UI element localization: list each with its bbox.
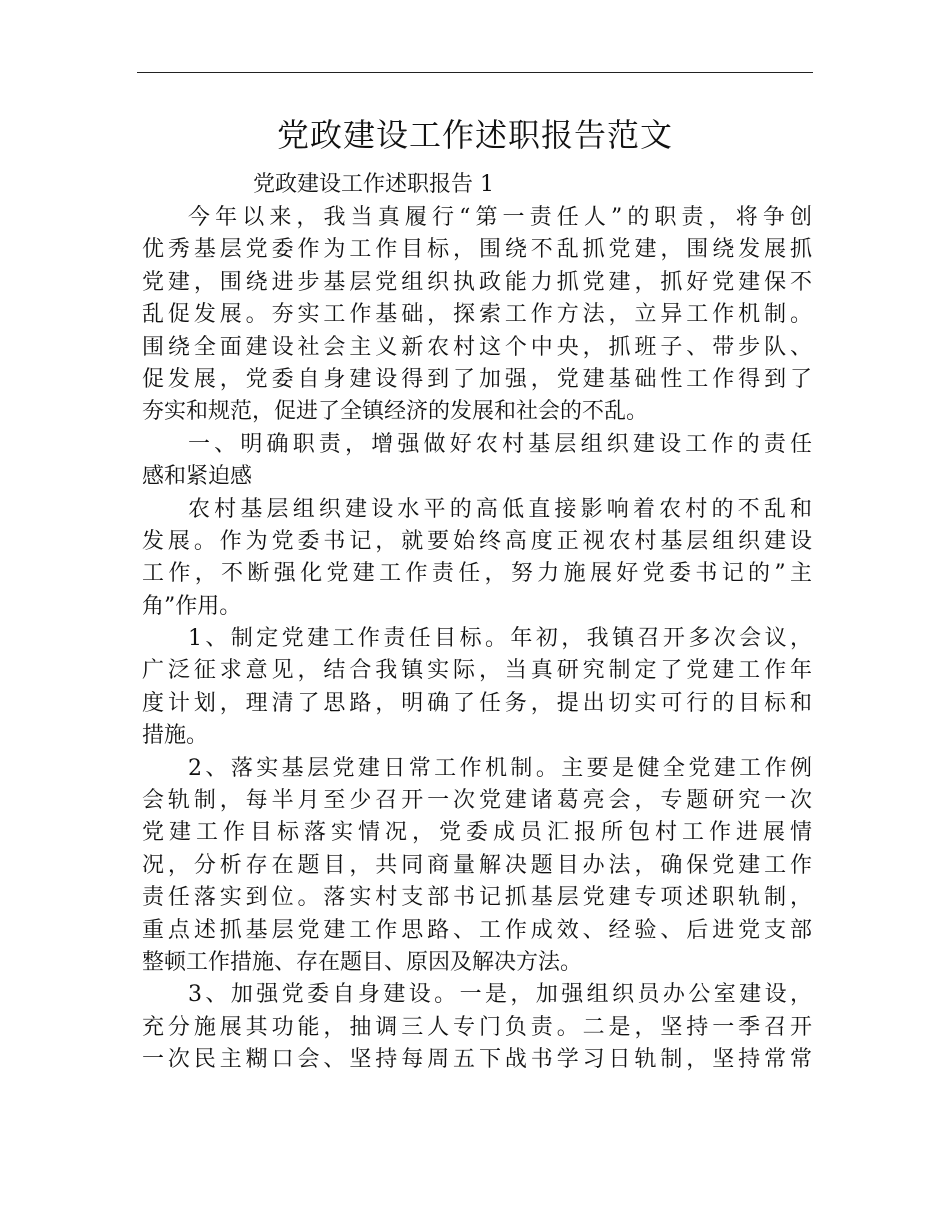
paragraph-line: 工作，不断强化党建工作责任，努力施展好党委书记的”主 (142, 561, 812, 587)
paragraph-line: 度计划，理清了思路，明确了任务，提出切实可行的目标和 (142, 690, 812, 716)
paragraph-line: 3、加强党委自身建设。一是，加强组织员办公室建设， (188, 982, 812, 1008)
paragraph-line: 感和紧迫感 (142, 464, 253, 490)
paragraph-line: 整顿工作措施、存在题目、原因及解决方法。 (142, 949, 583, 975)
paragraph-line: 优秀基层党委作为工作目标，围绕不乱抓党建，围绕发展抓 (142, 237, 812, 263)
paragraph-line: 角”作用。 (142, 593, 242, 619)
paragraph-line: 重点述抓基层党建工作思路、工作成效、经验、后进党支部 (142, 917, 812, 943)
paragraph-line: 措施。 (142, 723, 209, 749)
paragraph-line: 乱促发展。夯实工作基础，探索工作方法，立异工作机制。 (142, 302, 812, 328)
paragraph-line: 围绕全面建设社会主义新农村这个中央，抓班子、带步队、 (142, 334, 812, 360)
paragraph-line: 农村基层组织建设水平的高低直接影响着农村的不乱和 (188, 496, 812, 522)
paragraph-line: 发展。作为党委书记，就要始终高度正视农村基层组织建设 (142, 528, 812, 554)
paragraph-line: 促发展，党委自身建设得到了加强，党建基础性工作得到了 (142, 366, 812, 392)
paragraph-line: 夯实和规范，促进了全镇经济的发展和社会的不乱。 (142, 399, 649, 425)
document-title: 党政建设工作述职报告范文 (276, 116, 673, 154)
paragraph-line: 1、制定党建工作责任目标。年初，我镇召开多次会议， (188, 626, 812, 652)
paragraph-line: 会轨制，每半月至少召开一次党建诸葛亮会，专题研究一次 (142, 788, 812, 814)
paragraph-line: 况，分析存在题目，共同商量解决题目办法，确保党建工作 (142, 852, 812, 878)
header-rule (137, 72, 813, 73)
document-body (142, 202, 812, 1077)
paragraph-line: 2、落实基层党建日常工作机制。主要是健全党建工作例 (188, 755, 812, 781)
section-heading: 党政建设工作述职报告 1 (253, 172, 494, 197)
paragraph-line: 责任落实到位。落实村支部书记抓基层党建专项述职轨制， (142, 885, 812, 911)
paragraph-line: 党建，围绕进步基层党组织执政能力抓党建，抓好党建保不 (142, 269, 812, 295)
paragraph-line: 一次民主糊口会、坚持每周五下战书学习日轨制，坚持常常 (142, 1047, 812, 1073)
paragraph-line: 广泛征求意见，结合我镇实际，当真研究制定了党建工作年 (142, 658, 812, 684)
paragraph-line: 今年以来，我当真履行“第一责任人”的职责，将争创 (188, 205, 812, 230)
paragraph-line: 党建工作目标落实情况，党委成员汇报所包村工作进展情 (142, 820, 812, 846)
paragraph-line: 充分施展其功能，抽调三人专门负责。二是，坚持一季召开 (142, 1014, 812, 1040)
paragraph-line: 一、明确职责，增强做好农村基层组织建设工作的责任 (188, 431, 812, 457)
